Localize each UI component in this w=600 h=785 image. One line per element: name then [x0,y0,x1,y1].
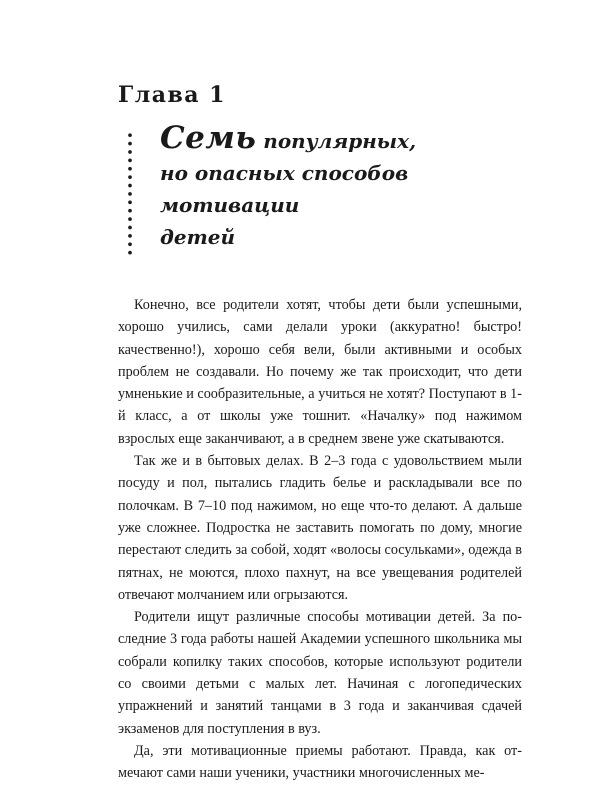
dotted-rule [127,131,133,255]
paragraph: Конечно, все родители хотят, чтобы дети были успешными, хорошо учились, сами делали уроки (аккуратно! быстро! качественно!), хорошо себя вели, были активными и особых проблем не создавали. Но почему же так происходит, что дети умненькие и сообразительные, а учиться не хотят? Поступают в 1-й класс, а от школы уже тошнит. «Началку» под нажимом взрослых еще заканчивают, а в среднем звене уже скатываются. [118,297,522,447]
title-line-3: мотивации [160,193,300,217]
title-lead-word: Семь [160,120,257,156]
paragraph: Родители ищут различные способы мотивации детей. За последние 3 года работы нашей Академии успешного школьника мы собрали копилку таких способов, которые используют родители со своими детьми с малых лет. Начиная с логопедических упражнений и занятий танцами в 3 года и заканчивая сдачей экзаменов для поступления в вуз. [118,609,522,737]
title-line-2: но опасных способов [160,161,409,185]
title-line-1-rest: популярных, [256,129,417,153]
title-line-4: детей [160,225,236,249]
chapter-title [160,122,560,253]
chapter-label: Глава 1 [118,82,226,108]
body-text [118,294,522,785]
title-line-1 [160,122,560,157]
paragraph: Да, эти мотивационные приемы работают. Правда, как отмечают сами наши ученики, участники многочисленных ме- [118,742,522,782]
paragraph: Так же и в бытовых делах. В 2–3 года с удовольствием мыли посуду и пол, пытались гладить белье и раскладывали все по полочкам. В 7–10 под нажимом, но еще что-то делают. А дальше уже сложнее. Подростка не заставить помогать по дому, многие перестают следить за собой, ходят «волосы сосульками», одежда в пятнах, не моются, плохо пахнут, на все увещевания родителей отвечают молчанием или огрызаются. [118,453,522,603]
